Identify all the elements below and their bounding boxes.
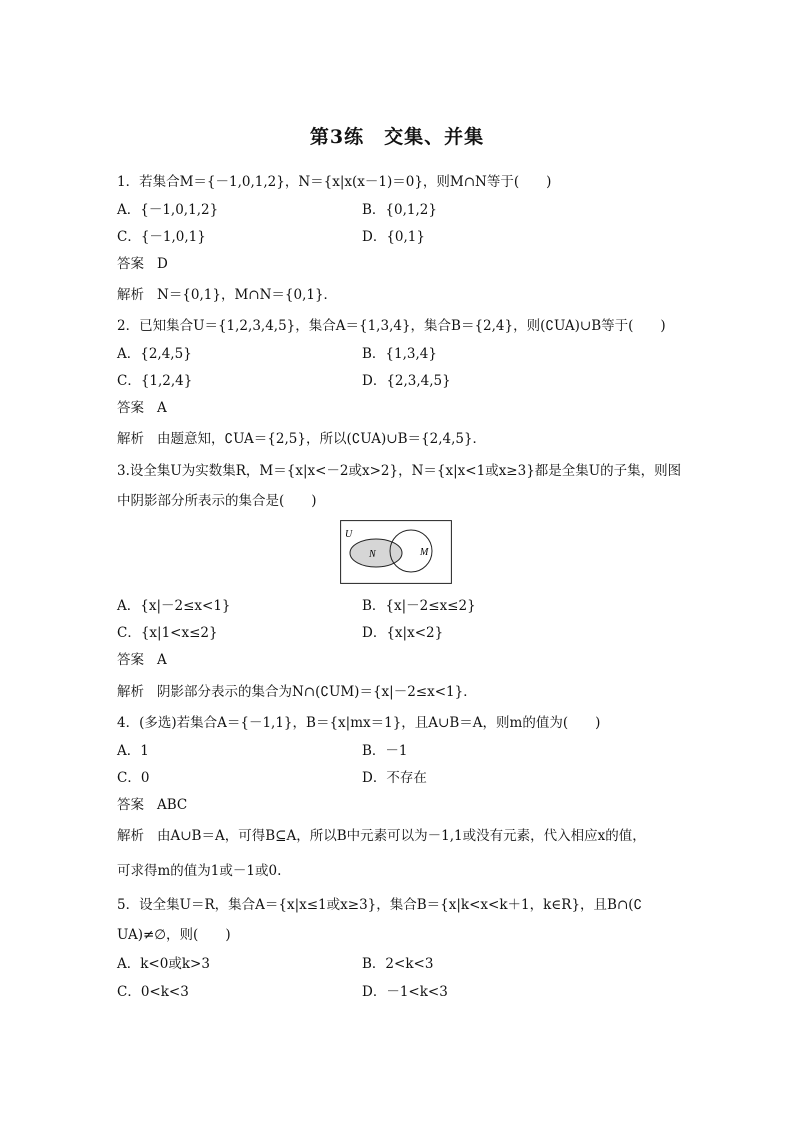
q1-option-c: C．{－1,0,1} [117,229,206,245]
q2-option-b: B．{1,3,4} [362,346,437,362]
q1-option-a: A．{－1,0,1,2} [117,202,219,218]
q3-option-a: A．{x|－2≤x<1} [117,598,231,614]
analysis-label: 解析 [117,828,144,844]
q3-analysis [117,683,477,701]
answer-label: 答案 [117,652,144,668]
q3-option-b: B．{x|－2≤x≤2} [362,598,476,614]
q3-option-d: D．{x|x<2} [362,625,444,641]
q4-option-d: D．不存在 [362,770,427,786]
q5-option-d: D．－1<k<3 [362,984,448,1000]
analysis-label: 解析 [117,431,144,447]
q2-analysis [117,430,486,448]
answer-label: 答案 [117,797,144,813]
answer-value: ABC [157,797,188,813]
analysis-text: 由A∪B＝A，可得B⊆A，所以B中元素可以为－1,1或没有元素，代入相应x的值， [157,828,646,844]
q5-option-b: B．2<k<3 [362,956,434,972]
analysis-label: 解析 [117,287,144,303]
q4-stem: 4．(多选)若集合A＝{－1,1}，B＝{x|mx＝1}，且A∪B＝A，则m的值为( ) [117,715,601,731]
venn-diagram [340,520,452,584]
answer-value: A [157,400,167,416]
q3-answer [117,651,167,669]
label-u: U [345,529,353,540]
q2-option-a: A．{2,4,5} [117,346,192,362]
q5-option-a: A．k<0或k>3 [117,956,210,972]
q4-answer [117,796,187,814]
q4-analysis-line1 [117,827,646,845]
analysis-text: 由题意知，∁UA＝{2,5}，所以(∁UA)∪B＝{2,4,5}． [157,431,487,447]
q3-stem-line1: 3.设全集U为实数集R，M＝{x|x<－2或x>2}，N＝{x|x<1或x≥3}都是全集U的子集，则图 [117,463,682,479]
label-n: N [369,549,376,560]
q4-option-a: A．1 [117,743,149,759]
q1-analysis [117,286,337,304]
q5-option-c: C．0<k<3 [117,984,189,1000]
answer-value: A [157,652,167,668]
analysis-text: N＝{0,1}，M∩N＝{0,1}． [157,287,338,303]
q4-analysis-line2: 可求得m的值为1或－1或0. [117,863,282,879]
answer-value: D [157,256,168,272]
answer-label: 答案 [117,400,144,416]
q2-answer [117,399,167,417]
q2-stem: 2．已知集合U＝{1,2,3,4,5}，集合A＝{1,3,4}，集合B＝{2,4}，则(∁UA)∪B等于( ) [117,318,666,334]
analysis-label: 解析 [117,684,144,700]
label-m: M [420,547,429,558]
q1-answer [117,255,168,273]
q1-stem: 1．若集合M＝{－1,0,1,2}，N＝{x|x(x－1)＝0}，则M∩N等于( ) [117,174,552,190]
q3-stem-line2: 中阴影部分所表示的集合是( ) [117,493,317,509]
page-title: 第3练 交集、并集 [309,126,485,148]
q4-option-c: C．0 [117,770,150,786]
analysis-text: 阴影部分表示的集合为N∩(∁UM)＝{x|－2≤x<1}． [157,684,477,700]
q5-stem-line1: 5．设全集U＝R，集合A＝{x|x≤1或x≥3}，集合B＝{x|k<x<k＋1，k∈R}，且B∩(∁ [117,897,643,913]
q2-option-c: C．{1,2,4} [117,373,193,389]
q2-option-d: D．{2,3,4,5} [362,373,451,389]
answer-label: 答案 [117,256,144,272]
q5-stem-line2: UA)≠∅，则( ) [117,927,231,943]
q4-option-b: B．－1 [362,743,408,759]
q1-option-b: B．{0,1,2} [362,202,437,218]
q1-option-d: D．{0,1} [362,229,425,245]
q3-option-c: C．{x|1<x≤2} [117,625,218,641]
